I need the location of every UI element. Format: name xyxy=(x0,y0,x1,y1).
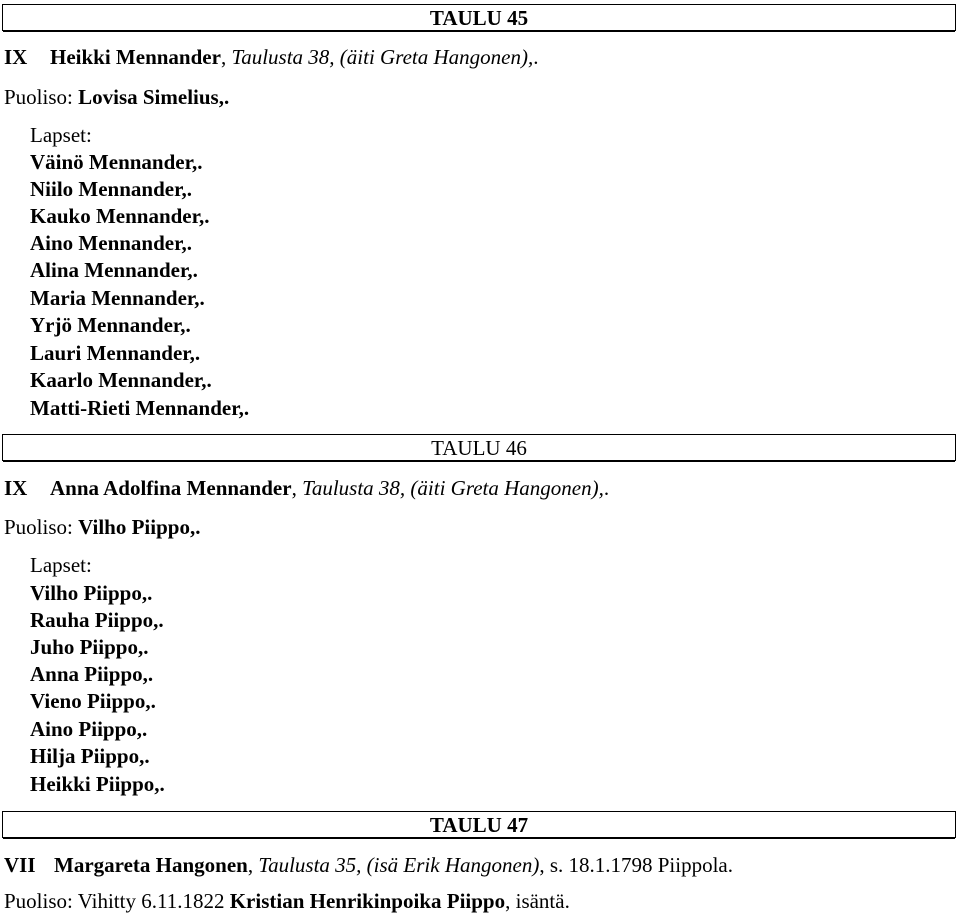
parent-reference: Taulusta 38, (äiti Greta Hangonen), xyxy=(302,476,604,500)
spouse-name: Lovisa Simelius,. xyxy=(78,85,230,109)
parent-reference: Taulusta 35, (isä Erik Hangonen) xyxy=(258,853,540,877)
list-item: Väinö Mennander,. xyxy=(30,150,203,174)
taulu-46-spouse xyxy=(4,514,200,540)
person-name: Heikki Mennander xyxy=(50,45,221,69)
list-item: Niilo Mennander,. xyxy=(30,177,192,201)
taulu-45-spouse xyxy=(4,84,229,110)
generation: IX xyxy=(4,45,28,69)
spouse-name: Vilho Piippo,. xyxy=(78,515,201,539)
spouse-label: Puoliso: xyxy=(4,515,73,539)
list-item: Alina Mennander,. xyxy=(30,258,198,282)
list-item: Rauha Piippo,. xyxy=(30,608,164,632)
list-item: Aino Piippo,. xyxy=(30,717,148,741)
spouse-label: Puoliso: Vihitty 6.11.1822 xyxy=(4,889,225,913)
parent-reference: Taulusta 38, (äiti Greta Hangonen), xyxy=(231,45,534,69)
list-item: Aino Mennander,. xyxy=(30,231,193,255)
list-item: Heikki Piippo,. xyxy=(30,772,165,796)
list-item: Kaarlo Mennander,. xyxy=(30,368,212,392)
list-item: Yrjö Mennander,. xyxy=(30,313,191,337)
taulu-46-person: IX Anna Adolfina Mennander, Taulusta 38, (äiti Greta Hangonen),. xyxy=(4,476,610,500)
person-name: Anna Adolfina Mennander xyxy=(50,476,292,500)
taulu-45-children-label: Lapset: xyxy=(30,123,92,147)
list-item: Vieno Piippo,. xyxy=(30,689,156,713)
list-item: Vilho Piippo,. xyxy=(30,581,153,605)
list-item: Matti-Rieti Mennander,. xyxy=(30,396,250,420)
taulu-46-header xyxy=(2,434,956,461)
list-item: Anna Piippo,. xyxy=(30,662,154,686)
list-item: Juho Piippo,. xyxy=(30,635,149,659)
taulu-47-person: VII Margareta Hangonen, Taulusta 35, (isä Erik Hangonen), s. 18.1.1798 Piippola. xyxy=(4,853,734,877)
taulu-47-title: TAULU 47 xyxy=(429,813,529,837)
list-item: Hilja Piippo,. xyxy=(30,744,150,768)
taulu-47-spouse xyxy=(4,888,570,914)
taulu-45-person: IX Heikki Mennander, Taulusta 38, (äiti Greta Hangonen),. xyxy=(4,45,539,69)
list-item: Maria Mennander,. xyxy=(30,286,205,310)
list-item: Kauko Mennander,. xyxy=(30,204,210,228)
birth-info: , s. 18.1.1798 Piippola. xyxy=(539,853,734,877)
list-item: Lauri Mennander,. xyxy=(30,341,201,365)
person-name: Margareta Hangonen xyxy=(54,853,248,877)
taulu-47-header xyxy=(2,811,956,838)
taulu-45-title: TAULU 45 xyxy=(429,6,529,30)
spouse-occupation: , isäntä. xyxy=(505,889,570,913)
taulu-46-children-label: Lapset: xyxy=(30,553,92,577)
spouse-name: Kristian Henrikinpoika Piippo xyxy=(229,889,506,913)
generation: IX xyxy=(4,476,28,500)
taulu-45-header xyxy=(2,4,956,31)
spouse-label: Puoliso: xyxy=(4,85,73,109)
generation: VII xyxy=(4,853,36,877)
taulu-46-title: TAULU 46 xyxy=(431,436,527,460)
